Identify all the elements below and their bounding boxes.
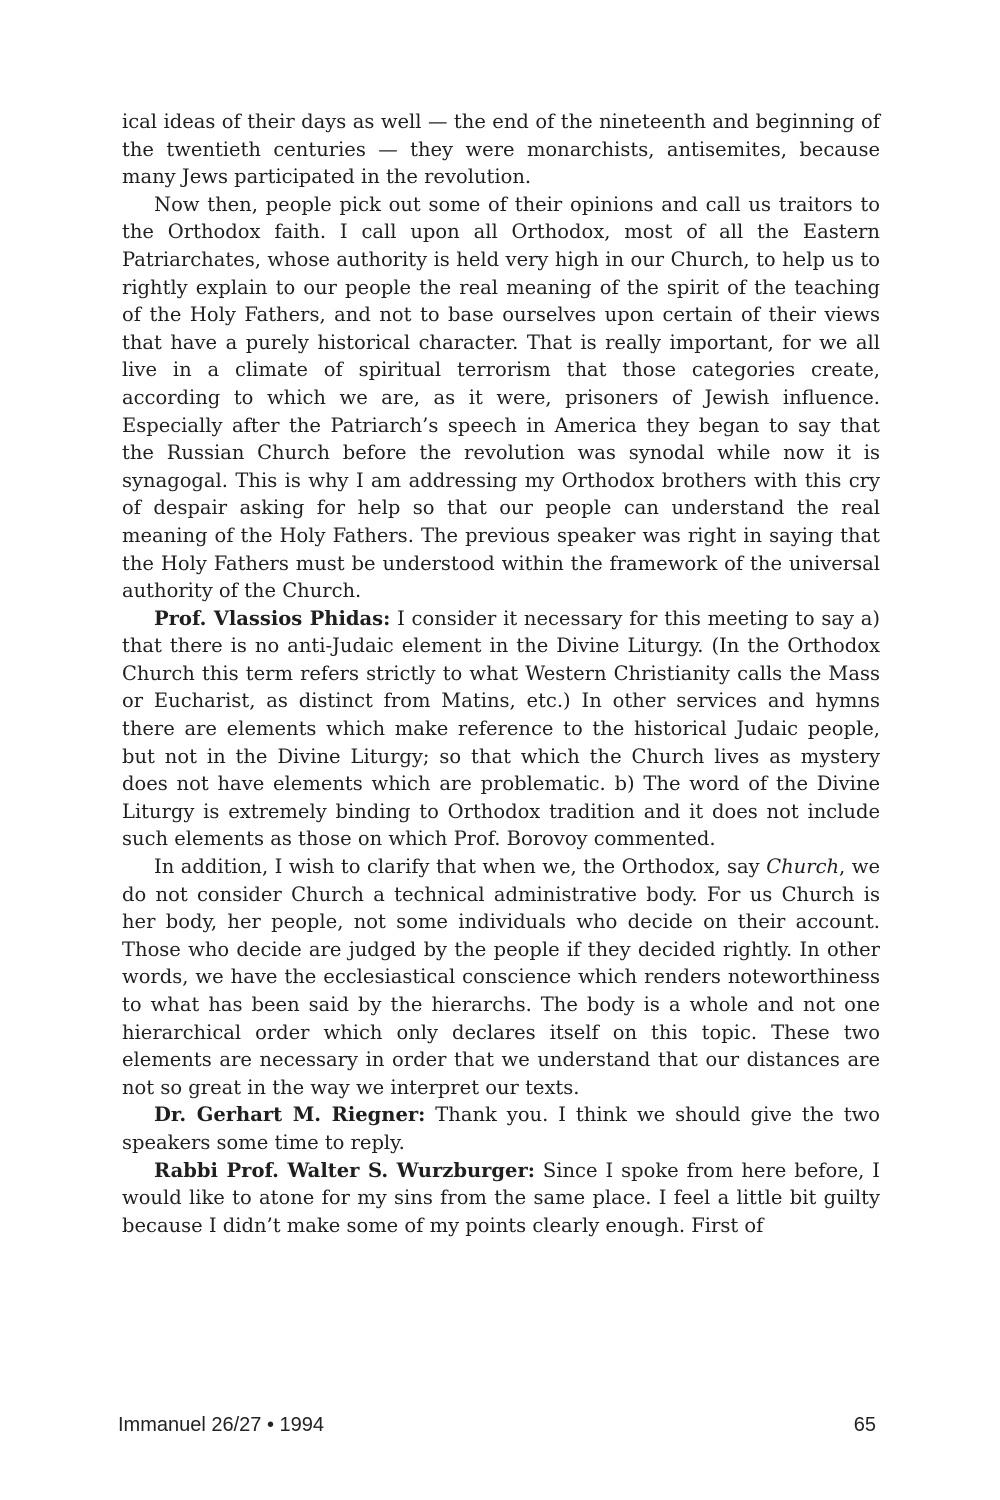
speaker-text: I consider it necessary for this meeting to say a) that there is no anti-Judaic element in the Divine Liturgy. (In the Orthodox Church this term refers strictly to what Western Christianity calls the Mass or Eucharist, as distinct from Matins, etc.) In other services and hymns there are elements which make reference to the historical Judaic people, but not in the Divine Liturgy; so that which the Church lives as mystery does not have elements which are problematic. b) The word of the Divine Liturgy is extremely binding to Orthodox tradition and it does not include such elements as those on which Prof. Borovoy commented. [122, 606, 881, 851]
paragraph [122, 605, 880, 853]
paragraph-text: , we do not consider Church a technical administrative body. For us Church is her body, her people, not some individuals who decide on their account. Those who decide are judged by the people if they decided rightly. In other words, we have the ecclesiastical conscience which renders noteworthiness to what has been said by the hierarchs. The body is a whole and not one hierarchical order which only declares itself on this topic. These two elements are necessary in order that we understand that our distances are not so great in the way we interpret our texts. [122, 855, 880, 1099]
speaker-name: Rabbi Prof. Walter S. Wurzburger: [154, 1158, 535, 1182]
paragraph: Now then, people pick out some of their opinions and call us traitors to the Orthodox faith. I call upon all Orthodox, most of all the Eastern Patriarchates, whose authority is held very high in our Church, to help us to rightly explain to our people the real meaning of the spirit of the teaching of the Holy Fathers, and not to base ourselves upon certain of their views that have a purely historical character. That is really important, for we all live in a climate of spiritual terrorism that those categories create, according to which we are, as it were, prisoners of Jewish influence. Especially after the Patriarch’s speech in America they began to say that the Russian Church before the revolution was synodal while now it is synagogal. This is why I am addressing my Orthodox brothers with this cry of despair asking for help so that our people can understand the real meaning of the Holy Fathers. The previous speaker was right in saying that the Holy Fathers must be understood within the framework of the universal authority of the Church. [122, 192, 880, 603]
speaker-text: Thank you. I think we should give the two speakers some time to reply. [122, 1103, 880, 1154]
paragraph-text: In addition, I wish to clarify that when we, the Orthodox, say [154, 855, 767, 879]
journal-citation: Immanuel 26/27 • 1994 [118, 1414, 325, 1436]
paragraph [122, 853, 880, 1101]
speaker-name: Prof. Vlassios Phidas: [154, 606, 391, 630]
paragraph [122, 1157, 880, 1240]
paragraph [122, 1101, 880, 1156]
speaker-name: Dr. Gerhart M. Riegner: [154, 1103, 426, 1127]
body-text [122, 108, 880, 1239]
speaker-text: Since I spoke from here before, I would like to atone for my sins from the same place. I feel a little bit guilty because I didn’t make some of my points clearly enough. First of [122, 1158, 880, 1237]
page-number: 65 [853, 1414, 876, 1436]
paragraph: ical ideas of their days as well — the end of the nineteenth and beginning of the twentieth centuries — they were monarchists, antisemites, because many Jews participated in the revolution. [122, 110, 880, 189]
emphasis: Church [766, 855, 840, 879]
